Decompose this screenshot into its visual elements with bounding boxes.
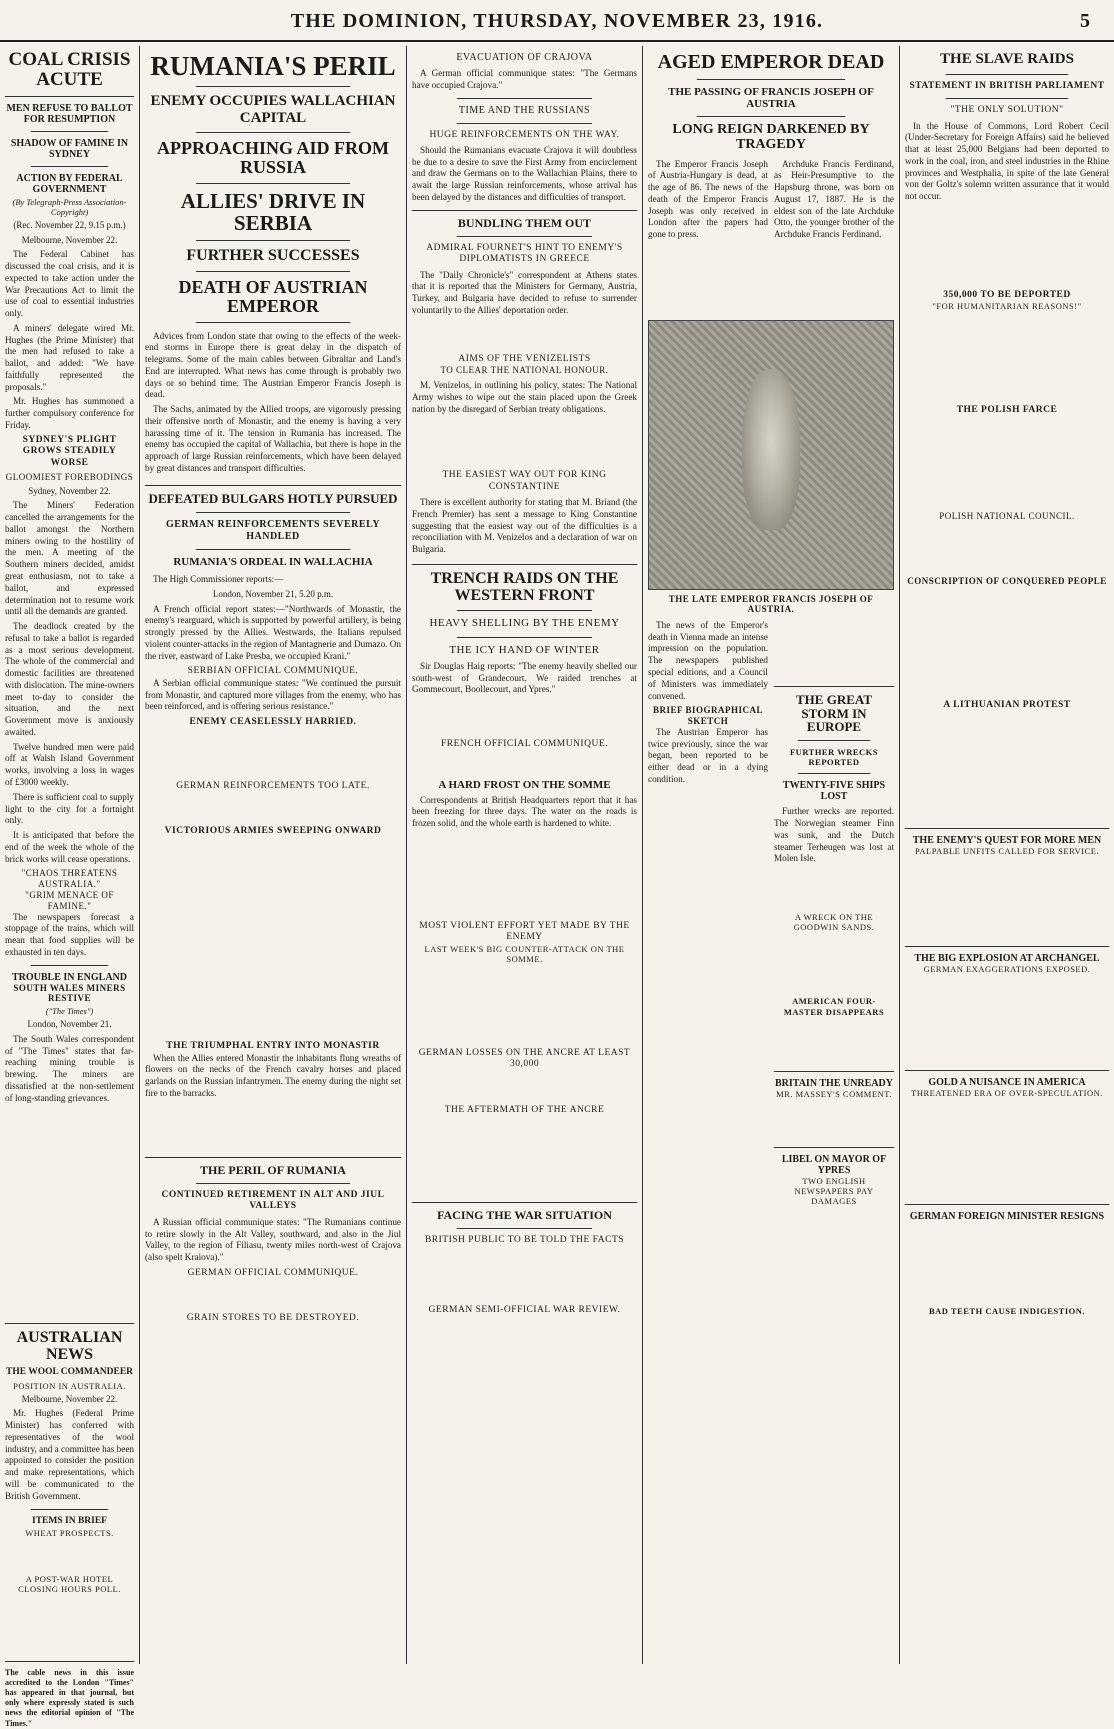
subheadline: STATEMENT IN BRITISH PARLIAMENT [909, 80, 1105, 91]
article-body [5, 1538, 134, 1574]
article-body [905, 586, 1109, 696]
dateline: London, November 21. [27, 1019, 112, 1030]
section-heading: DEFEATED BULGARS HOTLY PURSUED [148, 490, 398, 506]
article-body [905, 206, 1109, 286]
article-body [412, 751, 637, 775]
article-body [774, 620, 894, 680]
section-heading: THE PERIL OF RUMANIA [200, 1162, 346, 1177]
subheadline: TWENTY-FIVE SHIPS LOST [782, 780, 886, 803]
article-paragraph: A Serbian official communique states: "We continued the pursuit from Monastir, and captured more villages from the enemy, who has been reinforced, and is offering serious resistance." [145, 677, 401, 712]
article-paragraph: It is anticipated that before the end of the week the whole of the brick works will cease operations. [5, 830, 134, 864]
article-paragraph: Archduke Francis Ferdinand, as Heir-Presumptive to the Hapsburg throne, was born on August 17, 1887. He is the eldest son of the late Archduke Otto, the younger brother of the Archduke Francis Ferdinand. [774, 158, 894, 240]
section-heading: A LITHUANIAN PROTEST [943, 700, 1071, 711]
section-heading: 350,000 TO BE DEPORTED [943, 289, 1071, 300]
section-heading: TIME AND THE RUSSIANS [458, 104, 591, 116]
article-body [774, 868, 894, 908]
article-body [145, 792, 401, 822]
dateline: Melbourne, November 22. [21, 234, 118, 245]
article-paragraph: The Emperor Francis Joseph of Austria-Hungary is dead, at the age of 86. The news of the death of the Emperor Francis Joseph was only received in London after the papers had gone to press. [648, 158, 768, 240]
column-war-news [407, 46, 642, 1666]
newspaper-title: THE DOMINION, THURSDAY, NOVEMBER 23, 1916. [290, 10, 824, 32]
section-heading: GERMAN OFFICIAL COMMUNIQUE. [187, 1267, 359, 1278]
dateline: Melbourne, November 22. [21, 1393, 118, 1404]
article-body [145, 837, 401, 1037]
section-heading: MR. MASSEY'S COMMENT. [776, 1088, 892, 1099]
page-number: 5 [1080, 10, 1090, 32]
article-body [412, 320, 637, 350]
section-heading: THE AFTERMATH OF THE ANCRE [444, 1104, 605, 1115]
section-heading: WHEAT PROSPECTS. [25, 1527, 114, 1538]
article-paragraph: A French official report states:—"Northwards of Monastir, the enemy's rearguard, which is supported by powerful artillery, is being strongly pressed by the Allies. Westwards, the Italians repulsed violent counter-attacks in the region of Mantagnerie and Dumazo. On the river, eastward of Lake Presba, we occupied Krani." [145, 603, 401, 661]
section-heading: GERMAN FOREIGN MINISTER RESIGNS [909, 1211, 1105, 1223]
subheadline: LONG REIGN DARKENED BY TRAGEDY [672, 122, 870, 152]
subheadline: FURTHER SUCCESSES [186, 247, 360, 265]
section-heading: THE TRIUMPHAL ENTRY INTO MONASTIR [166, 1041, 380, 1052]
section-heading: CONSCRIPTION OF CONQUERED PEOPLE [907, 575, 1107, 586]
section-heading: BRIEF BIOGRAPHICAL SKETCH [653, 705, 763, 727]
article-body [648, 244, 768, 314]
article-body [905, 1098, 1109, 1198]
subheadline: APPROACHING AID FROM RUSSIA [157, 138, 389, 178]
section-heading: "FOR HUMANITARIAN REASONS!" [932, 301, 1082, 312]
article-paragraph: The Austrian Emperor has twice previously, since the war began, been reported to be either dead or in a dying condition. [648, 726, 768, 784]
article-paragraph: The deadlock created by the refusal to take a ballot is regarded as a most serious development. The whole of the commercial and domestic facilities are threatened with dislocation. The mine-owners meet to-day to consider the situation, and the next Government move is anxiously awaited. [5, 621, 134, 737]
section-heading: A WRECK ON THE GOODWIN SANDS. [793, 912, 875, 933]
section-heading: THREATENED ERA OF OVER-SPECULATION. [911, 1088, 1103, 1099]
section-heading: TO CLEAR THE NATIONAL HONOUR. [440, 365, 609, 376]
section-heading: FRENCH OFFICIAL COMMUNIQUE. [440, 739, 608, 750]
article-body [905, 311, 1109, 401]
column-rumania [140, 46, 406, 1666]
section-heading: ADMIRAL FOURNET'S HINT TO ENEMY'S DIPLOMATISTS IN GREECE [426, 242, 623, 265]
subheadline: POSITION IN AUSTRALIA. [13, 1380, 126, 1391]
article-paragraph: Mr. Hughes (Federal Prime Minister) has conferred with representatives of the wool industry, and a committee has been appointed to consider the position and make representations, which will be communicated to the British Government. [5, 1408, 135, 1501]
subheadline: THE PASSING OF FRANCIS JOSEPH OF AUSTRIA [668, 86, 874, 111]
article-paragraph: Should the Rumanians evacuate Crajova it will doubtless be due to a desire to save the First Army from encirclement and draw the Germans on to the Wallachian Plains, there to await the large Russian reinforcements, whose arrival has been delayed by the distances and difficulties of transport. [412, 144, 637, 202]
article-body [648, 789, 768, 1209]
article-paragraph: The "Daily Chronicle's" correspondent at Athens states that it is reported that the Ministers for Germany, Austria, Turkey, and Bulgaria have decided to refuse to surrender voluntarily to the Allies' deportation order. [412, 269, 637, 316]
article-body [905, 522, 1109, 572]
section-heading: TROUBLE IN ENGLAND [11, 971, 128, 983]
article-paragraph: Further wrecks are reported. The Norwegian steamer Finn was sunk, and the Dutch steamer Terheugen was lost at Molen Isle. [774, 806, 894, 864]
article-body [412, 1316, 637, 1376]
column-coal-crisis [0, 46, 139, 1728]
section-heading: AIMS OF THE VENIZELISTS [458, 353, 591, 364]
article-paragraph: There is excellent authority for stating that M. Briand (the French Premier) has sent a message to King Constantine suggesting that the easiest way out of the difficulties is a reconciliation with M. Venizelos and a declaration of war on Bulgaria. [412, 497, 637, 555]
article-paragraph: The news of the Emperor's death in Vienna made an intense impression on the population. The newspapers published special editions, and a Council of Ministers was immediately convened. [648, 619, 768, 701]
section-heading: LIBEL ON MAYOR OF YPRES [781, 1153, 887, 1176]
article-body [145, 729, 401, 777]
article-body [412, 699, 637, 735]
section-heading: GOLD A NUISANCE IN AMERICA [928, 1077, 1086, 1089]
section-heading: A HARD FROST ON THE SOMME [438, 778, 611, 791]
section-heading: BRITISH PUBLIC TO BE TOLD THE FACTS [424, 1235, 625, 1246]
subheadline: MEN REFUSE TO BALLOT FOR RESUMPTION [6, 102, 133, 125]
section-heading: BUNDLING THEM OUT [457, 215, 592, 230]
section-heading: BAD TEETH CAUSE INDIGESTION. [928, 1306, 1086, 1317]
section-heading: THE BIG EXPLOSION AT ARCHANGEL [914, 953, 1100, 965]
section-heading: LAST WEEK'S BIG COUNTER-ATTACK ON THE SOMME. [424, 943, 625, 964]
section-heading: GRAIN STORES TO BE DESTROYED. [186, 1313, 360, 1324]
article-paragraph: The Miners' Federation cancelled the arrangements for the ballot amongst the Northern miners owing to the hostility of the men. A meeting of the Southern miners decided, amidst great enthusiasm, not to take a ballot, and expressed determination not to resume work until all the demands are granted. [5, 500, 134, 617]
article-body [412, 1116, 637, 1196]
article-body [905, 1222, 1109, 1302]
article-body [412, 1247, 637, 1301]
section-heading: PALPABLE UNFITS CALLED FOR SERVICE. [914, 845, 1100, 856]
column-slave-raids [900, 46, 1114, 1666]
article-paragraph: A German official communique states: "The Germans have occupied Crajova." [412, 68, 637, 90]
subheadline: "THE ONLY SOLUTION" [950, 105, 1064, 116]
subheadline: DEATH OF AUSTRIAN EMPEROR [178, 276, 368, 316]
section-heading: GERMAN EXAGGERATIONS EXPOSED. [923, 964, 1091, 975]
article-body [412, 964, 637, 1044]
article-body [412, 1071, 637, 1101]
headline: RUMANIA'S PERIL [150, 51, 396, 81]
quote-heading: "CHAOS THREATENS AUSTRALIA." [21, 868, 118, 890]
article-body [905, 1317, 1109, 1387]
headline: AUSTRALIAN NEWS [16, 1329, 123, 1364]
section-heading: GLOOMIEST FOREBODINGS [5, 471, 134, 482]
article-paragraph: Correspondents at British Headquarters report that it has been freezing for three days. The water on the roads is frozen solid, and the whole earth is hardened to white. [412, 794, 637, 829]
article-body [905, 856, 1109, 940]
article-body [5, 1595, 134, 1655]
headline: COAL CRISIS ACUTE [8, 49, 131, 90]
portrait-figure [742, 369, 801, 530]
dateline: Sydney, November 22. [28, 485, 111, 496]
article-body [774, 1207, 894, 1277]
article-body [905, 974, 1109, 1064]
article-paragraph: In the House of Commons, Lord Robert Cecil (Under-Secretary for Foreign Affairs) said he believed that at least 25,000 Belgians had been deported to work in the coal, iron, and steel industries in the Rhine provinces and Westphalia, in spite of the late General von der Goltz's solemn written assurance that it would not occur. [905, 120, 1109, 202]
article-body [145, 1279, 401, 1309]
article-paragraph: The Sachs, animated by the Allied troops, are vigorously pressing their offensive north of Monastir, and the enemy is having a very harassing time of it. The tension in Rumania has increased. The enemy has occupied the capital of Wallachia, but there is hope in the approach of large Russian reinforcements, which have been delayed by great distances and transport difficulties. [145, 404, 401, 474]
headline: AGED EMPEROR DEAD [657, 51, 885, 73]
article-paragraph: M. Venizelos, in outlining his policy, states: The National Army wishes to wipe out the stain placed upon the Greek nation by the disregard of Serbian treaty obligations. [412, 379, 637, 414]
section-heading: GERMAN REINFORCEMENTS SEVERELY HANDLED [165, 519, 381, 543]
section-heading: HUGE REINFORCEMENTS ON THE WAY. [429, 129, 620, 140]
section-heading: GERMAN LOSSES ON THE ANCRE AT LEAST 30,000 [418, 1048, 631, 1070]
article-body [5, 1107, 134, 1317]
photo-caption: THE LATE EMPEROR FRANCIS JOSEPH OF AUSTRIA. [668, 593, 874, 614]
section-heading: ENEMY CEASELESSLY HARRIED. [189, 717, 357, 728]
section-heading: ITEMS IN BRIEF [32, 1515, 107, 1526]
subheadline: THE WOOL COMMANDEER [5, 1367, 134, 1378]
article-body [145, 1325, 401, 1385]
section-heading: RUMANIA'S ORDEAL IN WALLACHIA [173, 556, 373, 569]
article-body [774, 244, 894, 314]
emperor-portrait-photo [648, 320, 894, 590]
section-heading: AMERICAN FOUR-MASTER DISAPPEARS [783, 996, 885, 1017]
headline: THE SLAVE RAIDS [940, 51, 1074, 67]
article-body [774, 932, 894, 992]
dateline: London, November 21, 5.20 p.m. [212, 588, 334, 599]
credit-line: (By Telegraph-Press Association-Copyright) [12, 196, 127, 217]
quote-heading: "GRIM MENACE OF FAMINE." [25, 889, 114, 911]
subheadline: ALLIES' DRIVE IN SERBIA [180, 189, 366, 236]
article-paragraph: A miners' delegate wired Mr. Hughes (the Prime Minister) that the men had refused to take a ballot, and added: "We have faithfully represented the proposals." [5, 322, 134, 392]
article-paragraph: Sir Douglas Haig reports: "The enemy heavily shelled our south-west of Grandecourt. We raided trenches at Gommecourt, Boollecourt, and Ypres." [412, 660, 637, 695]
subheadline: SHADOW OF FAMINE IN SYDNEY [10, 137, 129, 160]
section-heading: SERBIAN OFFICIAL COMMUNIQUE. [187, 666, 359, 677]
article-paragraph: The South Wales correspondent of "The Times" states that far-reaching mining trouble is brewing. The miners are dissatisfied at the non-settlement of long-standing grievances. [5, 1033, 134, 1103]
article-body [412, 833, 637, 917]
article-paragraph: Twelve hundred men were paid off at Walsh Island Government works, involving a loss in wages of £3000 weekly. [5, 741, 134, 787]
section-heading: EVACUATION OF CRAJOVA [456, 52, 593, 63]
section-heading: SOUTH WALES MINERS RESTIVE [13, 982, 126, 1004]
article-paragraph: There is sufficient coal to supply light to the city for a fortnight only. [5, 791, 134, 826]
article-body [412, 418, 637, 466]
article-paragraph: The High Commissioner reports:— [153, 574, 284, 585]
headline: TRENCH RAIDS ON THE WESTERN FRONT [430, 569, 619, 604]
subheadline: ACTION BY FEDERAL GOVERNMENT [16, 172, 123, 195]
subheadline: HEAVY SHELLING BY THE ENEMY [429, 617, 620, 630]
section-heading: GERMAN SEMI-OFFICIAL WAR REVIEW. [428, 1304, 621, 1315]
dateline: (Rec. November 22, 9.15 p.m.) [13, 219, 126, 230]
section-heading: MOST VIOLENT EFFORT YET MADE BY THE ENEMY [419, 920, 630, 943]
article-paragraph: Advices from London state that owing to the effects of the week-end storms in Europe there is great delay in the dispatch of telegrams. Some of the main cables between Gibraltar and Land's End are interrupted. What news has come through is probably two days or so behind time. The Austrian Emperor Francis Joseph is dead. [145, 330, 401, 400]
article-body [774, 1017, 894, 1065]
section-heading: GERMAN REINFORCEMENTS TOO LATE. [176, 780, 370, 791]
section-heading: CONTINUED RETIREMENT IN ALT AND JIUL VALLEYS [161, 1189, 385, 1212]
article-paragraph: The Federal Cabinet has discussed the coal crisis, and it is expected to take action under the War Precautions Act to limit the use of coal to essential industries only. [5, 249, 134, 319]
subheadline: FURTHER WRECKS REPORTED [789, 746, 878, 768]
section-heading: POLISH NATIONAL COUNCIL. [939, 510, 1075, 521]
editorial-note: The cable news in this issue accredited to the London "Times" has appeared in that journal, but only where expressly stated is such news the editorial opinion of "The Times." [5, 1667, 134, 1728]
section-heading: BRITAIN THE UNREADY [775, 1077, 893, 1089]
subheadline: THE ICY HAND OF WINTER [449, 643, 600, 656]
section-heading: SYDNEY'S PLIGHT GROWS STEADILY WORSE [22, 434, 117, 468]
section-heading: THE ENEMY'S QUEST FOR MORE MEN [912, 834, 1102, 846]
article-body [905, 417, 1109, 507]
masthead [0, 0, 1114, 42]
article-body [774, 1099, 894, 1141]
column-emperor [643, 46, 899, 1666]
article-body [145, 1103, 401, 1151]
headline: THE GREAT STORM IN EUROPE [796, 691, 872, 735]
article-body [905, 712, 1109, 822]
credit-line: ("The Times") [45, 1006, 94, 1017]
section-heading: THE EASIEST WAY OUT FOR KING CONSTANTINE [442, 470, 607, 492]
article-paragraph: When the Allies entered Monastir the inhabitants flung wreaths of flowers on the necks of the French cavalry horses and placed garlands on the Russian infantrymen. The enemy during the night set fire to the barracks. [145, 1052, 401, 1098]
section-heading: TWO ENGLISH NEWSPAPERS PAY DAMAGES [794, 1175, 874, 1207]
article-paragraph: Mr. Hughes has summoned a further compulsory conference for Friday. [5, 396, 134, 430]
article-paragraph: The newspapers forecast a stoppage of the trains, which will mean that food supplies will be exhausted in ten days. [5, 911, 134, 957]
section-heading: A POST-WAR HOTEL CLOSING HOURS POLL. [18, 1574, 121, 1595]
article-paragraph: A Russian official communique states: "The Rumanians continue to retire slowly in the Alt Valley, southward, and also in the Jiul Valley, to the region of Filiasu, twenty miles north-west of Crajova (also spelt Kraiova)." [145, 1216, 401, 1263]
section-heading: VICTORIOUS ARMIES SWEEPING ONWARD [164, 825, 382, 836]
section-heading: FACING THE WAR SITUATION [437, 1208, 612, 1223]
section-heading: THE POLISH FARCE [956, 405, 1058, 416]
subheadline: ENEMY OCCUPIES WALLACHIAN CAPITAL [150, 93, 396, 126]
